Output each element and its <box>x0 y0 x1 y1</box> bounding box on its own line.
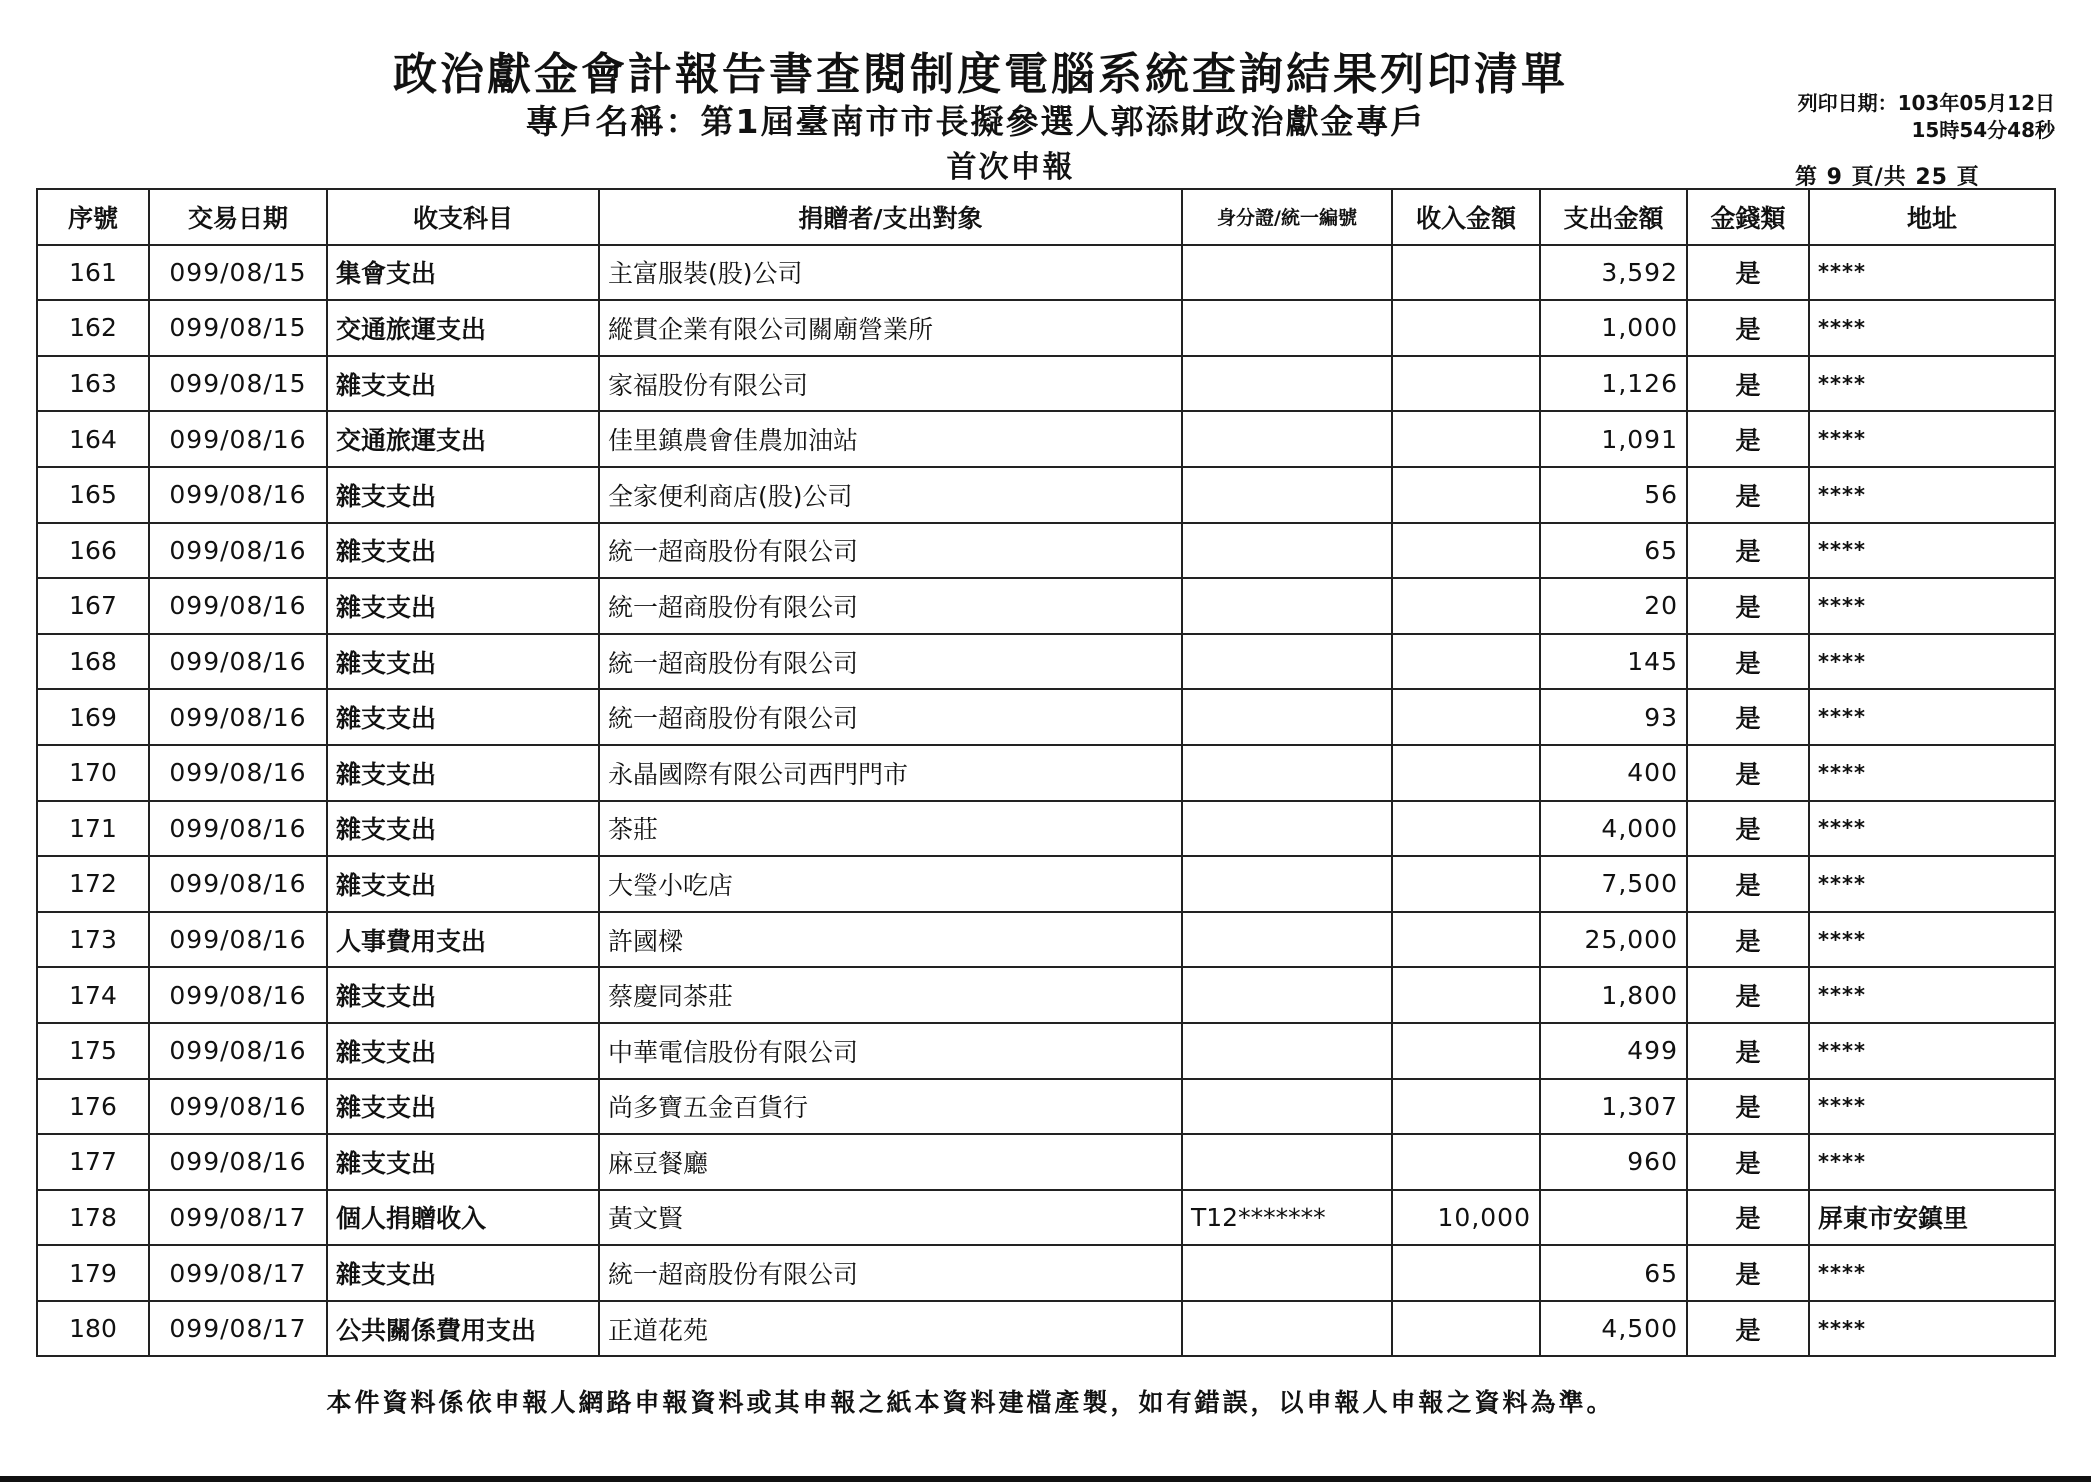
cell-expense: 499 <box>1540 1023 1687 1079</box>
cell-monetary: 是 <box>1687 634 1809 690</box>
cell-expense: 1,800 <box>1540 967 1687 1023</box>
cell-id <box>1182 801 1392 857</box>
table-row <box>37 1079 2055 1135</box>
cell-expense: 7,500 <box>1540 856 1687 912</box>
cell-monetary: 是 <box>1687 578 1809 634</box>
cell-category: 雜支支出 <box>327 1079 599 1135</box>
cell-seq: 178 <box>37 1190 149 1246</box>
cell-party: 全家便利商店(股)公司 <box>599 467 1182 523</box>
cell-seq: 168 <box>37 634 149 690</box>
cell-monetary: 是 <box>1687 1245 1809 1301</box>
table-row <box>37 1190 2055 1246</box>
cell-category: 雜支支出 <box>327 578 599 634</box>
cell-income <box>1392 967 1540 1023</box>
table-row <box>37 356 2055 412</box>
cell-monetary: 是 <box>1687 1134 1809 1190</box>
cell-income <box>1392 689 1540 745</box>
cell-monetary: 是 <box>1687 801 1809 857</box>
cell-income <box>1392 411 1540 467</box>
cell-id: T12******* <box>1182 1190 1392 1246</box>
report-type-text: 首次申報 <box>946 150 1075 185</box>
print-time: 15時54分48秒 <box>1911 118 2055 142</box>
cell-expense: 3,592 <box>1540 245 1687 301</box>
cell-address: **** <box>1809 912 2055 968</box>
cell-party: 統一超商股份有限公司 <box>599 689 1182 745</box>
cell-income <box>1392 1301 1540 1357</box>
cell-party: 尚多寶五金百貨行 <box>599 1079 1182 1135</box>
cell-id <box>1182 1245 1392 1301</box>
cell-income <box>1392 300 1540 356</box>
table-row <box>37 1245 2055 1301</box>
cell-category: 雜支支出 <box>327 634 599 690</box>
cell-id <box>1182 300 1392 356</box>
cell-income: 10,000 <box>1392 1190 1540 1246</box>
column-header-monetary: 金錢類 <box>1687 189 1809 245</box>
cell-date: 099/08/16 <box>149 689 327 745</box>
cell-category: 雜支支出 <box>327 1245 599 1301</box>
cell-party: 麻豆餐廳 <box>599 1134 1182 1190</box>
cell-address: **** <box>1809 745 2055 801</box>
cell-date: 099/08/16 <box>149 634 327 690</box>
cell-monetary: 是 <box>1687 1190 1809 1246</box>
table-row <box>37 578 2055 634</box>
cell-seq: 180 <box>37 1301 149 1357</box>
cell-party: 許國樑 <box>599 912 1182 968</box>
cell-income <box>1392 745 1540 801</box>
column-header-category: 收支科目 <box>327 189 599 245</box>
print-timestamp <box>1798 90 2055 144</box>
cell-date: 099/08/17 <box>149 1245 327 1301</box>
cell-id <box>1182 967 1392 1023</box>
ledger-table <box>36 188 2056 1357</box>
table-row <box>37 523 2055 579</box>
cell-category: 雜支支出 <box>327 1134 599 1190</box>
cell-date: 099/08/15 <box>149 245 327 301</box>
cell-address: **** <box>1809 523 2055 579</box>
cell-address: **** <box>1809 967 2055 1023</box>
cell-party: 主富服裝(股)公司 <box>599 245 1182 301</box>
cell-seq: 173 <box>37 912 149 968</box>
cell-category: 雜支支出 <box>327 1023 599 1079</box>
cell-date: 099/08/16 <box>149 745 327 801</box>
cell-expense: 20 <box>1540 578 1687 634</box>
cell-address: **** <box>1809 467 2055 523</box>
table-row <box>37 801 2055 857</box>
cell-id <box>1182 467 1392 523</box>
cell-income <box>1392 1134 1540 1190</box>
column-header-party: 捐贈者/支出對象 <box>599 189 1182 245</box>
cell-monetary: 是 <box>1687 745 1809 801</box>
cell-income <box>1392 1245 1540 1301</box>
cell-category: 個人捐贈收入 <box>327 1190 599 1246</box>
cell-party: 縱貫企業有限公司關廟營業所 <box>599 300 1182 356</box>
column-header-address: 地址 <box>1809 189 2055 245</box>
cell-seq: 163 <box>37 356 149 412</box>
cell-party: 佳里鎮農會佳農加油站 <box>599 411 1182 467</box>
cell-seq: 170 <box>37 745 149 801</box>
cell-monetary: 是 <box>1687 856 1809 912</box>
table-row <box>37 300 2055 356</box>
cell-date: 099/08/15 <box>149 356 327 412</box>
cell-id <box>1182 745 1392 801</box>
cell-id <box>1182 1134 1392 1190</box>
table-row <box>37 856 2055 912</box>
cell-expense: 1,307 <box>1540 1079 1687 1135</box>
ledger-body <box>37 245 2055 1357</box>
cell-income <box>1392 1079 1540 1135</box>
cell-address: **** <box>1809 1245 2055 1301</box>
cell-id <box>1182 1301 1392 1357</box>
cell-seq: 172 <box>37 856 149 912</box>
cell-expense: 25,000 <box>1540 912 1687 968</box>
cell-seq: 177 <box>37 1134 149 1190</box>
bottom-rule <box>0 1476 2091 1482</box>
cell-category: 交通旅運支出 <box>327 411 599 467</box>
cell-category: 雜支支出 <box>327 856 599 912</box>
cell-date: 099/08/16 <box>149 801 327 857</box>
column-header-date: 交易日期 <box>149 189 327 245</box>
cell-address: **** <box>1809 689 2055 745</box>
cell-address: **** <box>1809 300 2055 356</box>
cell-address: **** <box>1809 634 2055 690</box>
cell-address: 屏東市安鎮里 <box>1809 1190 2055 1246</box>
footnote <box>0 1383 2091 1419</box>
cell-date: 099/08/16 <box>149 523 327 579</box>
cell-category: 集會支出 <box>327 245 599 301</box>
cell-monetary: 是 <box>1687 467 1809 523</box>
cell-party: 正道花苑 <box>599 1301 1182 1357</box>
cell-id <box>1182 411 1392 467</box>
report-type <box>0 142 2091 186</box>
cell-address: **** <box>1809 245 2055 301</box>
cell-party: 大瑩小吃店 <box>599 856 1182 912</box>
cell-income <box>1392 856 1540 912</box>
cell-date: 099/08/16 <box>149 1079 327 1135</box>
cell-monetary: 是 <box>1687 689 1809 745</box>
column-header-id: 身分證/統一編號 <box>1182 189 1392 245</box>
cell-date: 099/08/16 <box>149 967 327 1023</box>
cell-seq: 169 <box>37 689 149 745</box>
cell-date: 099/08/16 <box>149 856 327 912</box>
cell-monetary: 是 <box>1687 356 1809 412</box>
cell-seq: 162 <box>37 300 149 356</box>
cell-id <box>1182 1023 1392 1079</box>
cell-address: **** <box>1809 578 2055 634</box>
cell-monetary: 是 <box>1687 245 1809 301</box>
cell-party: 家福股份有限公司 <box>599 356 1182 412</box>
cell-income <box>1392 523 1540 579</box>
cell-seq: 161 <box>37 245 149 301</box>
cell-monetary: 是 <box>1687 411 1809 467</box>
cell-expense: 65 <box>1540 1245 1687 1301</box>
cell-party: 統一超商股份有限公司 <box>599 523 1182 579</box>
cell-address: **** <box>1809 411 2055 467</box>
cell-expense: 145 <box>1540 634 1687 690</box>
cell-income <box>1392 634 1540 690</box>
cell-expense: 4,000 <box>1540 801 1687 857</box>
cell-party: 統一超商股份有限公司 <box>599 634 1182 690</box>
cell-expense: 4,500 <box>1540 1301 1687 1357</box>
cell-income <box>1392 245 1540 301</box>
cell-date: 099/08/15 <box>149 300 327 356</box>
cell-id <box>1182 634 1392 690</box>
cell-date: 099/08/17 <box>149 1301 327 1357</box>
cell-monetary: 是 <box>1687 1079 1809 1135</box>
table-row <box>37 967 2055 1023</box>
print-date: 列印日期：103年05月12日 <box>1797 91 2055 115</box>
cell-expense: 1,000 <box>1540 300 1687 356</box>
table-row <box>37 467 2055 523</box>
cell-category: 交通旅運支出 <box>327 300 599 356</box>
cell-date: 099/08/16 <box>149 467 327 523</box>
table-row <box>37 1301 2055 1357</box>
cell-party: 永晶國際有限公司西門門市 <box>599 745 1182 801</box>
cell-id <box>1182 856 1392 912</box>
cell-id <box>1182 912 1392 968</box>
cell-expense <box>1540 1190 1687 1246</box>
table-row <box>37 1023 2055 1079</box>
table-row <box>37 411 2055 467</box>
column-header-expense: 支出金額 <box>1540 189 1687 245</box>
cell-income <box>1392 912 1540 968</box>
cell-party: 統一超商股份有限公司 <box>599 578 1182 634</box>
cell-monetary: 是 <box>1687 1301 1809 1357</box>
cell-monetary: 是 <box>1687 967 1809 1023</box>
cell-category: 雜支支出 <box>327 745 599 801</box>
cell-expense: 56 <box>1540 467 1687 523</box>
cell-id <box>1182 523 1392 579</box>
cell-monetary: 是 <box>1687 523 1809 579</box>
account-name-text: 專戶名稱：第1屆臺南市市長擬參選人郭添財政治獻金專戶 <box>525 102 1426 141</box>
cell-date: 099/08/16 <box>149 578 327 634</box>
cell-category: 雜支支出 <box>327 523 599 579</box>
cell-date: 099/08/16 <box>149 1134 327 1190</box>
cell-category: 雜支支出 <box>327 801 599 857</box>
cell-seq: 171 <box>37 801 149 857</box>
cell-expense: 65 <box>1540 523 1687 579</box>
account-name <box>0 96 2091 143</box>
cell-address: **** <box>1809 1023 2055 1079</box>
cell-address: **** <box>1809 856 2055 912</box>
table-row <box>37 689 2055 745</box>
cell-income <box>1392 467 1540 523</box>
cell-date: 099/08/16 <box>149 411 327 467</box>
cell-income <box>1392 1023 1540 1079</box>
cell-monetary: 是 <box>1687 1023 1809 1079</box>
cell-income <box>1392 578 1540 634</box>
page-indicator: 第 9 頁/共 25 頁 <box>1795 165 1980 190</box>
cell-address: **** <box>1809 1301 2055 1357</box>
page-title <box>0 38 2091 102</box>
cell-category: 雜支支出 <box>327 356 599 412</box>
column-header-income: 收入金額 <box>1392 189 1540 245</box>
cell-seq: 165 <box>37 467 149 523</box>
table-row <box>37 1134 2055 1190</box>
table-row <box>37 245 2055 301</box>
cell-seq: 166 <box>37 523 149 579</box>
cell-date: 099/08/16 <box>149 912 327 968</box>
cell-party: 茶莊 <box>599 801 1182 857</box>
table-row <box>37 634 2055 690</box>
column-header-seq: 序號 <box>37 189 149 245</box>
cell-date: 099/08/17 <box>149 1190 327 1246</box>
cell-party: 統一超商股份有限公司 <box>599 1245 1182 1301</box>
cell-id <box>1182 1079 1392 1135</box>
cell-id <box>1182 578 1392 634</box>
cell-expense: 93 <box>1540 689 1687 745</box>
cell-seq: 167 <box>37 578 149 634</box>
table-header-row <box>37 189 2055 245</box>
table-row <box>37 745 2055 801</box>
cell-category: 雜支支出 <box>327 467 599 523</box>
cell-expense: 1,126 <box>1540 356 1687 412</box>
cell-seq: 164 <box>37 411 149 467</box>
cell-category: 人事費用支出 <box>327 912 599 968</box>
cell-id <box>1182 689 1392 745</box>
cell-income <box>1392 356 1540 412</box>
cell-id <box>1182 245 1392 301</box>
cell-seq: 176 <box>37 1079 149 1135</box>
cell-category: 雜支支出 <box>327 967 599 1023</box>
cell-party: 黃文賢 <box>599 1190 1182 1246</box>
cell-seq: 175 <box>37 1023 149 1079</box>
cell-category: 公共關係費用支出 <box>327 1301 599 1357</box>
cell-income <box>1392 801 1540 857</box>
cell-date: 099/08/16 <box>149 1023 327 1079</box>
cell-address: **** <box>1809 1134 2055 1190</box>
cell-address: **** <box>1809 1079 2055 1135</box>
cell-address: **** <box>1809 801 2055 857</box>
footnote-text: 本件資料係依申報人網路申報資料或其申報之紙本資料建檔產製，如有錯誤，以申報人申報之資料為準。 <box>326 1388 1615 1417</box>
cell-party: 中華電信股份有限公司 <box>599 1023 1182 1079</box>
cell-seq: 179 <box>37 1245 149 1301</box>
cell-id <box>1182 356 1392 412</box>
cell-expense: 400 <box>1540 745 1687 801</box>
cell-expense: 960 <box>1540 1134 1687 1190</box>
table-row <box>37 912 2055 968</box>
page-title-text: 政治獻金會計報告書查閱制度電腦系統查詢結果列印清單 <box>393 49 1568 100</box>
cell-monetary: 是 <box>1687 912 1809 968</box>
cell-seq: 174 <box>37 967 149 1023</box>
cell-expense: 1,091 <box>1540 411 1687 467</box>
cell-address: **** <box>1809 356 2055 412</box>
cell-category: 雜支支出 <box>327 689 599 745</box>
cell-party: 蔡慶同茶莊 <box>599 967 1182 1023</box>
cell-monetary: 是 <box>1687 300 1809 356</box>
